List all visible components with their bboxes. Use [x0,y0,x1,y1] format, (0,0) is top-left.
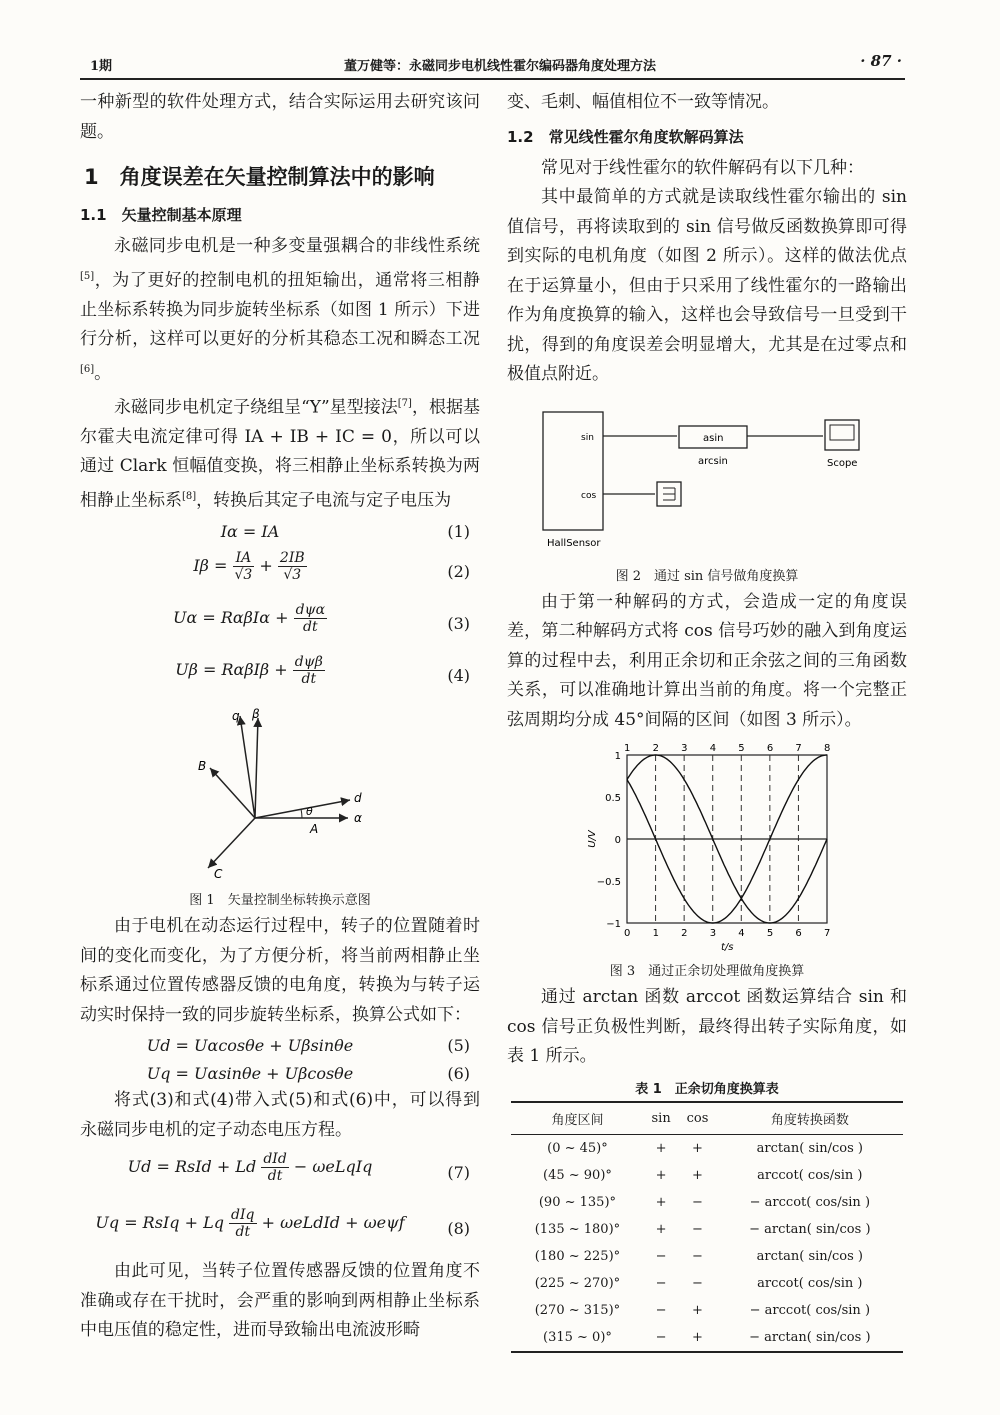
y-tick-label: 0 [614,835,621,846]
table-row [511,1216,903,1243]
figure-2-simulink-model [507,404,907,559]
table-1 [511,1101,903,1353]
figure-1-caption: 图 1 矢量控制坐标转换示意图 [189,893,371,909]
table-cell: − [655,1275,667,1291]
equation-3: Uα = RαβIα + $\frac{\text{dψα}}{dt}$ (3) [172,602,470,636]
y-tick-label: 1 [614,751,621,762]
table-cell: − arctan( sin/cos ) [749,1221,871,1237]
port-sin-label: sin [581,432,594,443]
table-row [511,1297,903,1324]
figure-3-sin-cos-chart [507,739,907,954]
equation-2: Iβ = $\frac{IA}{√3}$ + $\frac{2IB}{√3}$ (2) [193,550,470,584]
paragraph: 永磁同步电机是一种多变量强耦合的非线性系统[5]，为了更好的控制电机的扭矩输出，通常将三相静止坐标系转换为同步旋转坐标系（如图 1 所示）下进行分析，这样可以更好的分析其稳态工况和瞬态工况[6]。 [80,236,480,384]
paragraph: 永磁同步电机定子绕组呈“Y”星型接法[7]，根据基尔霍夫电流定律可得 IA + IB + IC = 0，所以可以通过 Clark 恒幅值变换，将三相静止坐标系转换为两相静止坐标系[8]，转换后其定子电流与定子电压为 [80,397,480,511]
paragraph: 由此可见，当转子位置传感器反馈的位置角度不准确或存在干扰时，会严重的影响到两相静止坐标系中电压值的稳定性，进而导致输出电流波形畸 [80,1261,480,1341]
subsection-heading: 1.2 常见线性霍尔角度软解码算法 [507,127,744,146]
citation[interactable]: [5] [80,270,95,282]
table-row [511,1243,903,1270]
scope-label: Scope [827,457,858,469]
citation[interactable]: [6] [80,363,95,375]
top-tick-label: 1 [624,743,631,754]
table-cell: − [644,1324,678,1352]
paragraph: 变、毛刺、幅值相位不一致等情况。 [507,92,779,112]
top-tick-label: 7 [795,743,802,754]
table-row [511,1270,903,1297]
top-tick-label: 8 [824,743,831,754]
y-tick-label: −0.5 [596,877,621,888]
table-cell: + [655,1167,667,1183]
citation[interactable]: [7] [397,397,412,409]
table-cell: (45 ~ 90)° [543,1167,612,1183]
y-tick-label: 0.5 [605,793,621,804]
y-axis-label: U/V [587,830,598,848]
x-tick-label: 6 [795,928,802,939]
paragraph: 由于电机在动态运行过程中，转子的位置随着时间的变化而变化，为了方便分析，将当前两相静止坐标系通过位置传感器反馈的电角度，转换为与转子运动实时保持一致的同步旋转坐标系，换算公式如下： [80,916,480,1025]
equation-5: Ud = Uαcosθe + Uβsinθe (5) [146,1036,470,1056]
axis-label-alpha: α [354,811,362,826]
paragraph: 将式(3)和式(4)带入式(5)和式(6)中，可以得到永磁同步电机的定子动态电压方程。 [80,1090,480,1140]
table-cell: − [692,1275,703,1291]
figure-3-caption: 图 3 通过正余切处理做角度换算 [609,964,805,979]
x-tick-label: 2 [681,928,688,939]
axis-label-A: A [310,822,319,837]
page-header [80,52,920,78]
citation[interactable]: [8] [182,490,197,502]
figure-2-caption: 图 2 通过 sin 信号做角度换算 [615,568,799,584]
issue-number: 1期 [90,59,113,74]
paragraph: 由于第一种解码的方式，会造成一定的角度误差，第二种解码方式将 cos 信号巧妙的融入到角度运算的过程中去，利用正余切和正余弦之间的三角函数关系，可以准确地计算出当前的角度。将一个完整正弦周期均分成 45°间隔的区间（如图 3 所示）。 [507,591,907,730]
table-cell: − [692,1248,703,1264]
section-heading: 1 角度误差在矢量控制算法中的影响 [84,165,435,189]
table-cell: − [692,1221,703,1237]
table-cell: arctan( sin/cos ) [756,1140,864,1156]
table-cell: (225 ~ 270)° [534,1275,621,1291]
equation-7: Ud = RsId + Ld $\frac{\text{dId}}{dt}$ − ωeLqIq (7) [127,1151,470,1185]
equation-8: Uq = RsIq + Lq $\frac{\text{dIq}}{dt}$ + ωeLdId + ωeψf (8) [95,1207,470,1241]
axis-label-q: q [232,709,240,724]
header-rule [80,78,905,80]
table-cell: + [655,1221,667,1237]
table-1-caption: 表 1 正余切角度换算表 [635,1081,779,1097]
running-title: 董万健等：永磁同步电机线性霍尔编码器角度处理方法 [343,59,656,74]
y-tick-label: −1 [606,919,621,930]
right-column [507,88,907,1353]
figure-1-vector-diagram [80,708,480,883]
axis-label-B: B [198,759,207,774]
table-cell: + [655,1194,667,1210]
table-cell: + [655,1140,667,1156]
paragraph: 常见对于线性霍尔的软件解码有以下几种： [541,157,864,178]
table-cell: + [692,1167,703,1183]
top-tick-label: 2 [652,743,659,754]
left-column [80,88,480,1346]
table-cell: − arccot( cos/sin ) [749,1194,871,1210]
x-tick-label: 4 [738,928,745,939]
x-axis-label: t/s [721,942,734,953]
table-cell: − [655,1248,667,1264]
paragraph: 通过 arctan 函数 arccot 函数运算结合 sin 和 cos 信号正负极性判断，最终得出转子实际角度，如表 1 所示。 [507,987,907,1066]
x-tick-label: 3 [709,928,717,939]
paragraph: 一种新型的软件处理方式，结合实际运用去研究该问题。 [80,92,480,142]
top-tick-label: 6 [766,743,774,754]
table-row [511,1134,903,1162]
table-header-2: cos [678,1102,716,1135]
axis-label-C: C [214,867,223,882]
table-cell: (135 ~ 180)° [534,1221,621,1237]
table-cell: + [692,1140,703,1156]
table-cell: arccot( cos/sin ) [757,1167,863,1183]
table-cell: + [692,1302,703,1318]
x-tick-label: 0 [624,928,631,939]
table-cell: − arccot( cos/sin ) [749,1302,871,1318]
top-tick-label: 4 [709,743,717,754]
port-cos-label: cos [581,490,597,501]
table-cell: (180 ~ 225)° [534,1248,621,1264]
table-cell: − [655,1302,667,1318]
equation-1: Iα = IA (1) [220,522,470,542]
hallsensor-label: HallSensor [547,537,601,549]
top-tick-label: 5 [738,743,745,754]
axis-label-beta: β [252,708,260,722]
subsection-heading: 1.1 矢量控制基本原理 [80,206,242,224]
top-tick-label: 3 [681,743,688,754]
table-cell: (270 ~ 315)° [534,1302,621,1318]
table-cell: + [678,1324,716,1352]
table-cell: (0 ~ 45)° [547,1140,608,1156]
table-row [511,1162,903,1189]
table-row [511,1189,903,1216]
table-cell: arctan( sin/cos ) [756,1248,864,1264]
asin-block-label: asin [703,432,724,444]
table-header-3: 角度转换函数 [717,1102,903,1135]
x-tick-label: 7 [824,928,831,939]
table-header-0: 角度区间 [511,1102,644,1135]
x-tick-label: 1 [652,928,659,939]
equation-6: Uq = Uαsinθe + Uβcosθe (6) [146,1064,470,1084]
angle-label-theta: θ [306,805,313,819]
table-cell: − arctan( sin/cos ) [717,1324,903,1352]
table-body [511,1134,903,1352]
table-header-row [511,1102,903,1135]
table-row [511,1324,903,1352]
axis-label-d: d [354,791,362,806]
table-cell: − [692,1194,703,1210]
equation-4: Uβ = RαβIβ + $\frac{\text{dψβ}}{dt}$ (4) [175,654,470,688]
x-tick-label: 5 [766,928,774,939]
table-cell: arccot( cos/sin ) [757,1275,863,1291]
table-header-1: sin [644,1102,678,1135]
table-cell: (315 ~ 0)° [511,1324,644,1352]
arcsin-label: arcsin [698,455,728,467]
page-number: · 87 · [860,52,902,70]
table-cell: (90 ~ 135)° [538,1194,617,1210]
paragraph: 其中最简单的方式就是读取线性霍尔输出的 sin 值信号，再将读取到的 sin 信号做反函数换算即可得到实际的电机角度（如图 2 所示）。这样的做法优点在于运算量小，但由于只采用了线性霍尔的一路输出作为角度换算的输入，这样也会导致信号一旦受到干扰，得到的角度误差会明显增大，尤其是在过零点和极值点附近。 [507,187,907,384]
